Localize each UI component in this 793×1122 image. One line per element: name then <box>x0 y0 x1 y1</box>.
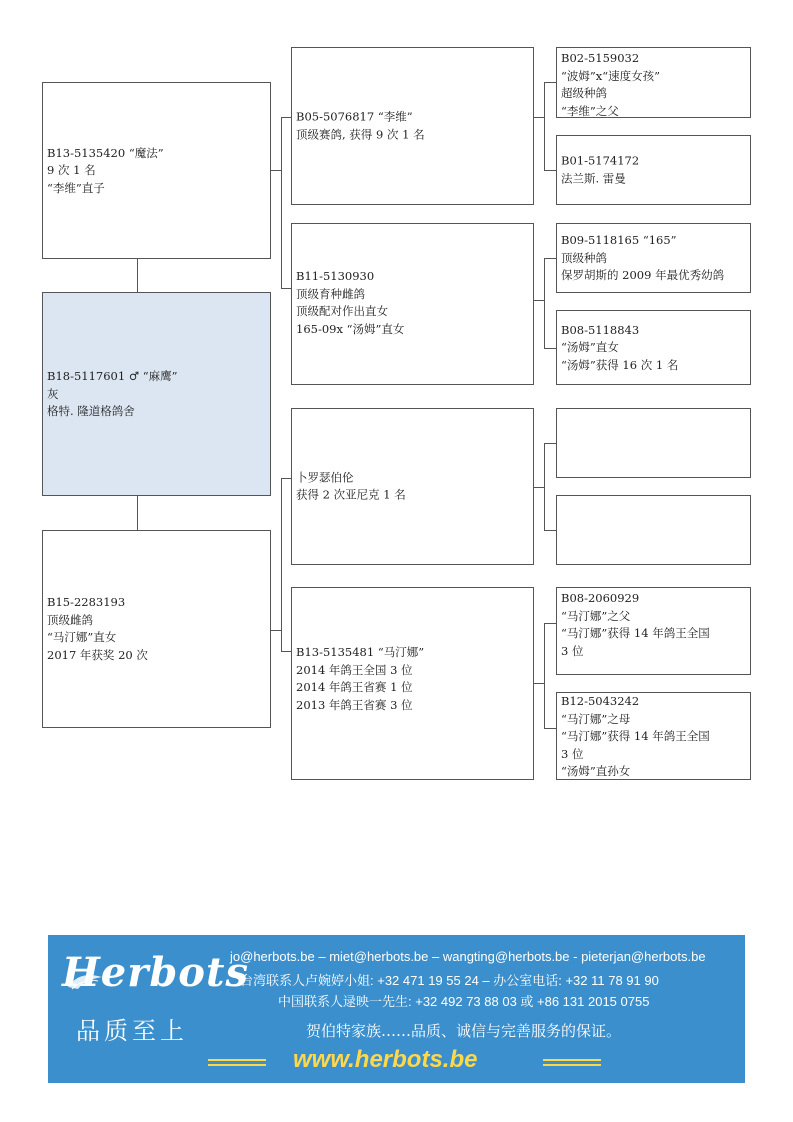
connector <box>137 496 138 530</box>
pedigree-sire-dam <box>291 223 534 385</box>
dds-line-3: “马汀娜”获得 14 年鸽王全国 <box>561 626 710 640</box>
dds-line-4: 3 位 <box>561 643 584 658</box>
dam-line-1: B15-2283193 <box>47 595 126 609</box>
ds-line-1: 卜罗瑟伯伦 <box>296 470 354 484</box>
footer-banner <box>48 935 745 1083</box>
pedigree-sire-sire <box>291 47 534 205</box>
ddd-line-2: “马汀娜”之母 <box>561 711 631 726</box>
connector <box>544 258 545 348</box>
pedigree-dds <box>556 587 751 675</box>
sire-line-2: 9 次 1 名 <box>47 162 96 177</box>
pedigree-dss-empty <box>556 408 751 478</box>
sdd-line-1: B08-5118843 <box>561 322 640 337</box>
connector <box>544 82 545 170</box>
connector <box>534 117 544 118</box>
sss-line-4: “李维”之父 <box>561 103 619 118</box>
connector <box>534 487 544 488</box>
sss-line-1: B02-5159032 <box>561 51 640 65</box>
ds-line-2: 获得 2 次亚尼克 1 名 <box>296 487 406 502</box>
pedigree-sdd <box>556 310 751 385</box>
connector <box>544 170 556 171</box>
sd-line-1: B11-5130930 <box>296 269 375 283</box>
ddd-line-5: “汤姆”直孙女 <box>561 764 631 778</box>
pedigree-dam <box>42 530 271 728</box>
decor-line-left <box>208 1064 266 1066</box>
connector <box>534 300 544 301</box>
sd-line-4: 165-09x “汤姆”直女 <box>296 321 405 336</box>
connector <box>544 530 556 531</box>
pedigree-dam-dam <box>291 587 534 780</box>
connector <box>544 623 556 624</box>
dds-line-1: B08-2060929 <box>561 591 640 605</box>
sss-line-2: “波姆”x“速度女孩” <box>561 68 661 83</box>
connector <box>544 258 556 259</box>
contact-emails[interactable]: jo@herbots.be – miet@herbots.be – wangting@herbots.be - pieterjan@herbots.be <box>230 949 706 964</box>
website-link[interactable]: www.herbots.be <box>293 1046 478 1073</box>
subject-line-1: B18-5117601 ♂ “麻鹰” <box>47 368 178 383</box>
connector <box>534 683 544 684</box>
sdd-line-3: “汤姆”获得 16 次 1 名 <box>561 357 679 372</box>
dd-line-4: 2013 年鸽王省赛 3 位 <box>296 697 413 712</box>
decor-line-right <box>543 1064 601 1066</box>
connector <box>281 288 291 289</box>
contact-taiwan: 台湾联系人卢婉婷小姐: +32 471 19 55 24 – 办公室电话: +32 11 78 91 90 <box>240 973 659 988</box>
ss-line-2: 顶级赛鸽, 获得 9 次 1 名 <box>296 127 425 141</box>
ssd-line-1: B01-5174172 <box>561 153 640 168</box>
ddd-line-3: “马汀娜”获得 14 年鸽王全国 <box>561 729 710 743</box>
connector <box>544 82 556 83</box>
sds-line-3: 保罗胡斯的 2009 年最优秀幼鸽 <box>561 267 725 282</box>
ddd-line-1: B12-5043242 <box>561 694 640 708</box>
connector <box>544 443 545 530</box>
decor-line-right <box>543 1059 601 1061</box>
dd-line-1: B13-5135481 “马汀娜” <box>296 645 425 659</box>
connector <box>271 630 281 631</box>
brand-logo: Herbots <box>62 949 249 996</box>
connector <box>281 117 291 118</box>
dd-line-2: 2014 年鸽王全国 3 位 <box>296 662 413 677</box>
connector <box>281 651 291 652</box>
sd-line-3: 顶级配对作出直女 <box>296 304 388 318</box>
connector <box>544 348 556 349</box>
sire-line-3: “李维”直子 <box>47 180 105 195</box>
pedigree-ssd <box>556 135 751 205</box>
connector <box>137 259 138 292</box>
contact-china: 中国联系人逯映一先生: +32 492 73 88 03 或 +86 131 2015 0755 <box>278 994 650 1009</box>
pedigree-dsd-empty <box>556 495 751 565</box>
pedigree-sire <box>42 82 271 259</box>
connector <box>281 478 282 651</box>
guarantee-text: 贺伯特家族……品质、诚信与完善服务的保证。 <box>306 1022 622 1040</box>
ss-line-1: B05-5076817 “李维” <box>296 109 413 124</box>
dam-line-3: “马汀娜”直女 <box>47 630 117 644</box>
connector <box>281 478 291 479</box>
ssd-line-2: 法兰斯. 雷曼 <box>561 171 626 185</box>
pedigree-sds <box>556 223 751 293</box>
sds-line-2: 顶级种鸽 <box>561 250 607 265</box>
subject-line-3: 格特. 隆道格鸽舍 <box>47 403 135 418</box>
pedigree-ddd <box>556 692 751 780</box>
connector <box>544 443 556 444</box>
sss-line-3: 超级种鸽 <box>561 86 607 100</box>
sire-line-1: B13-5135420 “魔法” <box>47 145 164 160</box>
pedigree-sss <box>556 47 751 118</box>
decor-line-left <box>208 1059 266 1061</box>
ddd-line-4: 3 位 <box>561 746 584 761</box>
connector <box>281 117 282 288</box>
brand-slogan: 品质至上 <box>76 1017 188 1045</box>
connector <box>271 170 281 171</box>
dam-line-4: 2017 年获奖 20 次 <box>47 647 148 662</box>
sd-line-2: 顶级育种雌鸽 <box>296 286 365 301</box>
sds-line-1: B09-5118165 “165” <box>561 232 677 247</box>
connector <box>544 623 545 728</box>
subject-line-2: 灰 <box>47 386 59 401</box>
dds-line-2: “马汀娜”之父 <box>561 608 631 623</box>
connector <box>544 728 556 729</box>
pedigree-dam-sire <box>291 408 534 565</box>
dd-line-3: 2014 年鸽王省赛 1 位 <box>296 680 413 694</box>
dam-line-2: 顶级雌鸽 <box>47 612 93 627</box>
pedigree-subject <box>42 292 271 496</box>
sdd-line-2: “汤姆”直女 <box>561 339 619 354</box>
